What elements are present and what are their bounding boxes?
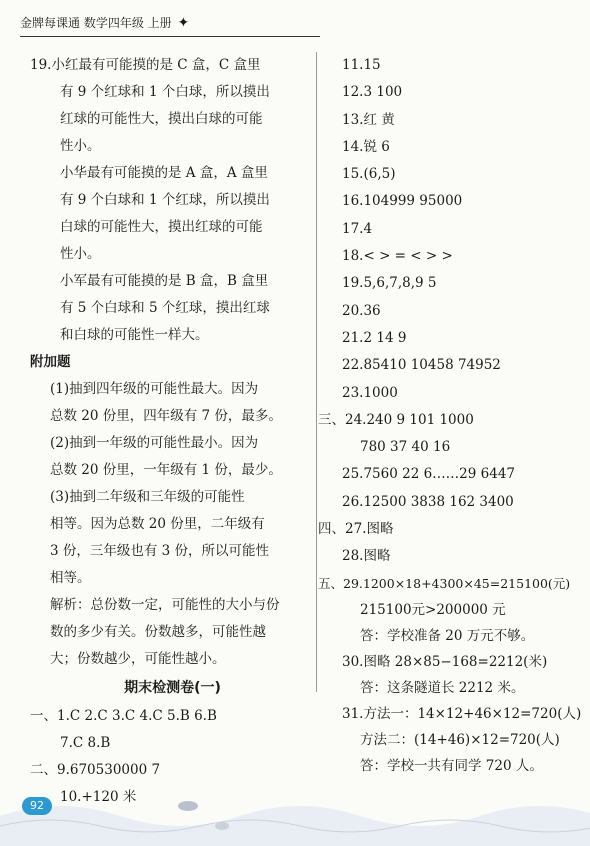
column-divider [316, 52, 317, 692]
answer-line: 四、27.图略 [318, 521, 394, 538]
answer-line: 16.104999 95000 [342, 193, 463, 210]
q19-line: 有 5 个白球和 5 个红球，摸出红球 [60, 300, 270, 316]
star-icon: ✦ [177, 15, 190, 31]
answer-line: 20.36 [342, 302, 381, 319]
extra-title: 附加题 [30, 354, 71, 370]
answer-line: 13.红 黄 [342, 111, 395, 128]
page-number: 92 [22, 797, 52, 815]
answer-line: 答：学校准备 20 万元不够。 [360, 627, 535, 644]
q19-line: 性小。 [60, 138, 101, 154]
answer-line: 780 37 40 16 [360, 439, 451, 456]
header-title: 金牌每课通 数学四年级 上册 [20, 16, 172, 30]
answer-line: 21.2 14 9 [342, 329, 407, 346]
exam-title: 期末检测卷(一) [124, 680, 221, 696]
answer-line: 15.(6,5) [342, 166, 396, 183]
q19-line: 性小。 [60, 246, 101, 262]
extra-line: 总数 20 份里，四年级有 7 份，最多。 [50, 408, 282, 424]
answer-line: 26.12500 3838 162 3400 [342, 493, 514, 510]
fish-icon [178, 801, 198, 811]
extra-line: (1)抽到四年级的可能性最大。因为 [50, 381, 259, 397]
wave-decoration [0, 776, 590, 846]
exam-line: 二、9.670530000 7 [30, 762, 161, 778]
answer-line: 五、29.1200×18+4300×45=215100(元) [318, 575, 571, 591]
extra-line: 相等。因为总数 20 份里，二年级有 [50, 516, 265, 532]
header-divider [20, 36, 320, 37]
answer-line: 17.4 [342, 220, 373, 237]
exam-line: 10.+120 米 [60, 789, 137, 805]
q19-line: 红球的可能性大，摸出白球的可能 [60, 111, 263, 127]
q19-line: 小军最有可能摸的是 B 盒，B 盒里 [60, 273, 269, 289]
extra-line: 相等。 [50, 570, 91, 586]
answer-line: 215100元>200000 元 [360, 601, 506, 618]
answer-line: 28.图略 [342, 548, 391, 565]
answer-line: 19.5,6,7,8,9 5 [342, 275, 437, 292]
fish-icon [215, 822, 229, 830]
left-column [30, 52, 315, 811]
extra-line: (3)抽到二年级和三年级的可能性 [50, 489, 245, 505]
answer-line: 31.方法一：14×12+46×12=720(人) [342, 705, 582, 722]
page-header [20, 14, 189, 31]
answer-line: 30.图略 28×85−168=2212(米) [342, 653, 548, 670]
answer-line: 方法二：(14+46)×12=720(人) [360, 731, 560, 748]
answer-line: 12.3 100 [342, 84, 403, 101]
analysis-line: 大；份数越少，可能性越小。 [50, 651, 226, 667]
answer-line: 22.85410 10458 74952 [342, 357, 501, 374]
answer-line: 18.< > = < > > [342, 248, 453, 265]
answer-line: 25.7560 22 6……29 6447 [342, 466, 516, 483]
answer-line: 11.15 [342, 57, 381, 73]
q19-line: 有 9 个白球和 1 个红球，所以摸出 [60, 192, 270, 208]
answer-line: 答：学校一共有同学 720 人。 [360, 757, 543, 774]
answer-line: 答：这条隧道长 2212 米。 [360, 679, 525, 696]
exam-line: 一、1.C 2.C 3.C 4.C 5.B 6.B [30, 708, 217, 724]
right-column [318, 52, 583, 779]
answer-line: 14.锐 6 [342, 138, 390, 155]
exam-line: 7.C 8.B [60, 735, 111, 751]
answer-line: 三、24.240 9 101 1000 [318, 411, 474, 428]
q19-line: 小华最有可能摸的是 A 盒，A 盒里 [60, 165, 268, 181]
q19-line: 和白球的可能性一样大。 [60, 327, 209, 343]
extra-line: 总数 20 份里，一年级有 1 份，最少。 [50, 462, 282, 478]
analysis-line: 解析：总份数一定，可能性的大小与份 [50, 597, 280, 613]
extra-line: (2)抽到一年级的可能性最小。因为 [50, 435, 259, 451]
q19-line: 19.小红最有可能摸的是 C 盒，C 盒里 [30, 57, 261, 73]
extra-line: 3 份，三年级也有 3 份，所以可能性 [50, 543, 270, 559]
answer-line: 23.1000 [342, 384, 398, 401]
q19-line: 有 9 个红球和 1 个白球，所以摸出 [60, 84, 270, 100]
analysis-line: 数的多少有关。份数越多，可能性越 [50, 624, 266, 640]
q19-line: 白球的可能性大，摸出红球的可能 [60, 219, 263, 235]
